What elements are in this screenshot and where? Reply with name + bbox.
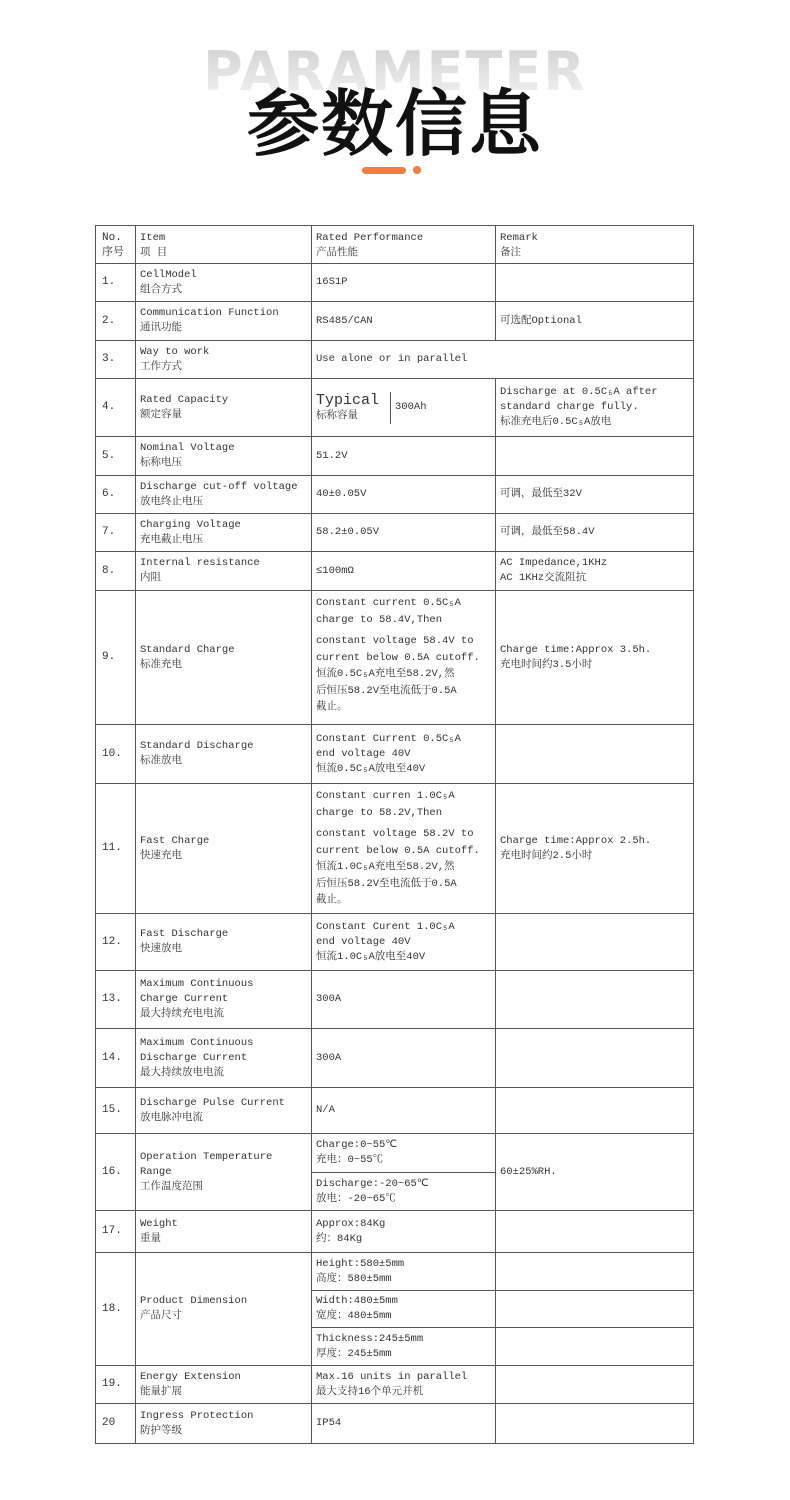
column-header: [312, 226, 496, 264]
row-number: 8.: [96, 552, 136, 591]
performance-line: 40±0.05V: [316, 488, 367, 500]
remark-line: AC Impedance,1KHz: [500, 557, 608, 569]
performance-line: constant voltage 58.4V to: [316, 635, 474, 647]
item-cell: [136, 591, 312, 725]
performance-cell: [312, 971, 496, 1029]
row-number: 18.: [96, 1253, 136, 1366]
row-number: 15.: [96, 1088, 136, 1134]
performance-cell: [312, 476, 496, 514]
remark-cell: [496, 1211, 694, 1253]
remark-line: 可选配Optional: [500, 314, 582, 327]
item-cell: [136, 1088, 312, 1134]
table-row: [96, 1029, 694, 1088]
item-label: Nominal Voltage: [140, 442, 235, 454]
row-number: 13.: [96, 971, 136, 1029]
performance-cell: [312, 1088, 496, 1134]
column-header: [496, 226, 694, 264]
performance-line: 截止。: [316, 894, 348, 906]
performance-line: Constant Current 0.5C₅A: [316, 732, 461, 745]
performance-cell: [312, 341, 694, 379]
item-label: 组合方式: [140, 283, 182, 296]
item-label: Discharge Pulse Current: [140, 1096, 285, 1109]
performance-cell: [312, 914, 496, 971]
item-cell: [136, 784, 312, 914]
remark-cell: [496, 591, 694, 725]
performance-line: 约：84Kg: [316, 1232, 363, 1245]
item-cell: [136, 1211, 312, 1253]
performance-line: 高度：580±5mm: [316, 1272, 392, 1285]
item-label: 防护等级: [140, 1424, 182, 1437]
performance-cell: [312, 552, 496, 591]
item-cell: [136, 1134, 312, 1211]
row-number: 4.: [96, 379, 136, 437]
column-header-label: Item: [140, 231, 166, 244]
remark-line: AC 1KHz交流阻抗: [500, 572, 587, 584]
table-row: [96, 914, 694, 971]
item-cell: [136, 264, 312, 302]
remark-line: 可调，最低至58.4V: [500, 526, 595, 538]
remark-line: Discharge at 0.5C₅A after: [500, 386, 658, 398]
item-label: 能量扩展: [140, 1385, 182, 1398]
typical-label: [312, 392, 391, 424]
row-number: 7.: [96, 514, 136, 552]
remark-cell: [496, 552, 694, 591]
remark-cell: [496, 725, 694, 784]
remark-line: 可调，最低至32V: [500, 488, 582, 500]
item-cell: [136, 302, 312, 341]
performance-cell: [312, 725, 496, 784]
page-title: 参数信息: [246, 82, 543, 166]
remark-line: 标准充电后0.5C₅A放电: [500, 416, 612, 428]
item-label: Charging Voltage: [140, 518, 241, 531]
row-number: 14.: [96, 1029, 136, 1088]
column-header-label: 产品性能: [316, 246, 358, 259]
table-row: [96, 971, 694, 1029]
remark-cell: [496, 1328, 694, 1366]
row-number: 10.: [96, 725, 136, 784]
table-row: [96, 437, 694, 476]
accent-bar: [362, 167, 406, 174]
remark-line: 充电时间约3.5小时: [500, 658, 593, 671]
table-row: [96, 1253, 694, 1291]
remark-cell: [496, 784, 694, 914]
performance-line: current below 0.5A cutoff.: [316, 651, 480, 664]
capacity-split: [312, 392, 495, 424]
item-label: Energy Extension: [140, 1370, 241, 1383]
item-cell: [136, 379, 312, 437]
item-label: 最大持续充电电流: [140, 1008, 224, 1020]
item-cell: [136, 476, 312, 514]
performance-line: N/A: [316, 1104, 335, 1116]
remark-cell: [496, 1404, 694, 1444]
column-header-label: No.: [102, 231, 122, 244]
performance-line: current below 0.5A cutoff.: [316, 844, 480, 857]
item-label: 内阻: [140, 572, 161, 584]
performance-line: IP54: [316, 1417, 342, 1429]
performance-line: 300A: [316, 1051, 342, 1064]
table-row: [96, 1366, 694, 1404]
row-number: 20: [96, 1404, 136, 1444]
section-header: [0, 0, 790, 200]
table-row: [96, 552, 694, 591]
table-row: [96, 1211, 694, 1253]
table-row: [96, 1134, 694, 1173]
performance-line: end voltage 40V: [316, 935, 411, 948]
performance-line: Thickness:245±5mm: [316, 1332, 424, 1345]
item-label: 标准充电: [140, 658, 182, 671]
item-label: 放电脉冲电流: [140, 1111, 203, 1124]
item-cell: [136, 514, 312, 552]
remark-cell: [496, 1134, 694, 1211]
performance-cell: [312, 302, 496, 341]
item-label: Weight: [140, 1217, 178, 1230]
performance-cell: [312, 1134, 496, 1173]
item-label: 产品尺寸: [140, 1310, 182, 1322]
background-word: PARAMETER: [0, 40, 790, 103]
performance-line: 恒流1.0C₅A放电至40V: [316, 950, 426, 963]
performance-line: Constant curren 1.0C₅A: [316, 790, 455, 802]
row-number: 2.: [96, 302, 136, 341]
item-label: CellModel: [140, 268, 197, 281]
table-row: [96, 1404, 694, 1444]
item-cell: [136, 341, 312, 379]
performance-cell: [312, 264, 496, 302]
performance-line: Use alone or in parallel: [316, 353, 468, 365]
performance-cell: [312, 1211, 496, 1253]
performance-cell: [312, 784, 496, 914]
item-label: Maximum Continuous: [140, 1036, 254, 1049]
table-row: [96, 514, 694, 552]
item-label: 通讯功能: [140, 322, 182, 334]
row-number: 16.: [96, 1134, 136, 1211]
item-label: Maximum Continuous: [140, 978, 254, 990]
item-cell: [136, 725, 312, 784]
remark-line: Charge time:Approx 3.5h.: [500, 643, 652, 656]
table-row: [96, 264, 694, 302]
item-cell: [136, 914, 312, 971]
performance-cell: [312, 1366, 496, 1404]
table-header-row: [96, 226, 694, 264]
item-label: 重量: [140, 1232, 161, 1245]
item-label: 快速充电: [140, 849, 182, 862]
item-cell: [136, 1366, 312, 1404]
remark-cell: [496, 1029, 694, 1088]
performance-cell: [312, 1404, 496, 1444]
performance-cell: [312, 1173, 496, 1211]
performance-line: 恒流0.5C₅A充电至58.2V,然: [316, 668, 455, 680]
performance-line: 后恒压58.2V至电流低于0.5A: [316, 877, 457, 890]
item-label: Standard Discharge: [140, 740, 254, 752]
performance-line: Width:480±5mm: [316, 1295, 398, 1307]
performance-line: Height:580±5mm: [316, 1257, 405, 1270]
item-label: Fast Discharge: [140, 928, 229, 940]
remark-cell: [496, 971, 694, 1029]
performance-line: Constant Curent 1.0C₅A: [316, 920, 455, 933]
performance-line: Max.16 units in parallel: [316, 1370, 468, 1383]
performance-line: 后恒压58.2V至电流低于0.5A: [316, 684, 457, 697]
item-cell: [136, 552, 312, 591]
performance-line: charge to 58.2V,Then: [316, 806, 443, 819]
remark-cell: [496, 264, 694, 302]
column-header: [136, 226, 312, 264]
remark-cell: [496, 379, 694, 437]
performance-line: Approx:84Kg: [316, 1217, 386, 1230]
item-label: Discharge cut-off voltage: [140, 480, 298, 493]
performance-line: constant voltage 58.2V to: [316, 828, 474, 840]
remark-line: Charge time:Approx 2.5h.: [500, 834, 652, 847]
performance-line: 充电：0~55℃: [316, 1154, 384, 1166]
item-label: Operation Temperature: [140, 1150, 273, 1163]
item-label: Rated Capacity: [140, 393, 229, 406]
column-header: [96, 226, 136, 264]
remark-line: 60±25%RH.: [500, 1165, 557, 1178]
table-row: [96, 341, 694, 379]
item-label: Standard Charge: [140, 643, 235, 656]
item-cell: [136, 437, 312, 476]
table-row: [96, 725, 694, 784]
performance-line: RS485/CAN: [316, 314, 373, 327]
table-row: [96, 379, 694, 437]
remark-cell: [496, 514, 694, 552]
item-cell: [136, 971, 312, 1029]
performance-line: 16S1P: [316, 276, 348, 288]
table-row: [96, 476, 694, 514]
performance-cell: [312, 1328, 496, 1366]
row-number: 5.: [96, 437, 136, 476]
typical-label-line: 标称容量: [316, 409, 358, 422]
item-label: Discharge Current: [140, 1051, 248, 1064]
column-header-label: Remark: [500, 231, 538, 244]
performance-line: 300A: [316, 993, 342, 1005]
item-cell: [136, 1029, 312, 1088]
remark-cell: [496, 1366, 694, 1404]
performance-cell: [312, 1029, 496, 1088]
performance-line: 恒流1.0C₅A充电至58.2V,然: [316, 861, 455, 873]
performance-line: charge to 58.4V,Then: [316, 613, 443, 626]
item-label: Product Dimension: [140, 1295, 248, 1307]
performance-line: 截止。: [316, 701, 348, 713]
performance-line: 最大支持16个单元并机: [316, 1385, 424, 1398]
performance-line: Constant current 0.5C₅A: [316, 597, 461, 609]
performance-line: ≤100mΩ: [316, 564, 354, 577]
row-number: 6.: [96, 476, 136, 514]
item-label: 快速放电: [140, 943, 182, 955]
column-header-label: 项 目: [140, 246, 168, 259]
row-number: 11.: [96, 784, 136, 914]
item-label: 放电终止电压: [140, 495, 203, 508]
item-label: 额定容量: [140, 408, 182, 421]
table-row: [96, 302, 694, 341]
performance-line: Charge:0~55℃: [316, 1139, 398, 1151]
remark-cell: [496, 437, 694, 476]
accent-dot: [413, 166, 421, 174]
remark-cell: [496, 302, 694, 341]
row-number: 12.: [96, 914, 136, 971]
table-row: [96, 784, 694, 914]
performance-line: 51.2V: [316, 449, 348, 462]
column-header-label: 备注: [500, 246, 521, 259]
performance-line: Discharge:-20~65℃: [316, 1177, 429, 1190]
item-label: 最大持续放电电流: [140, 1066, 224, 1079]
table-row: [96, 591, 694, 725]
row-number: 9.: [96, 591, 136, 725]
item-label: Fast Charge: [140, 834, 210, 847]
performance-line: 厚度：245±5mm: [316, 1347, 392, 1360]
item-label: 工作温度范围: [140, 1180, 203, 1193]
row-number: 1.: [96, 264, 136, 302]
item-cell: [136, 1404, 312, 1444]
capacity-value: [391, 392, 496, 424]
item-label: Charge Current: [140, 993, 229, 1005]
performance-cell: [312, 437, 496, 476]
remark-line: standard charge fully.: [500, 401, 639, 413]
row-number: 17.: [96, 1211, 136, 1253]
performance-line: end voltage 40V: [316, 747, 411, 760]
remark-line: 充电时间约2.5小时: [500, 849, 593, 862]
performance-line: 宽度：480±5mm: [316, 1310, 392, 1322]
item-label: Internal resistance: [140, 557, 260, 569]
remark-cell: [496, 1291, 694, 1328]
item-label: 充电截止电压: [140, 533, 203, 546]
table-row: [96, 1088, 694, 1134]
remark-cell: [496, 1088, 694, 1134]
item-label: Range: [140, 1165, 172, 1178]
row-number: 19.: [96, 1366, 136, 1404]
remark-cell: [496, 914, 694, 971]
capacity-value-line: 300Ah: [395, 401, 427, 413]
item-label: Ingress Protection: [140, 1409, 254, 1422]
remark-cell: [496, 1253, 694, 1291]
item-label: Communication Function: [140, 307, 279, 319]
item-label: 标准放电: [140, 755, 182, 767]
typical-label-line: Typical: [316, 391, 380, 409]
performance-cell: [312, 1253, 496, 1291]
remark-cell: [496, 476, 694, 514]
item-label: Way to work: [140, 345, 210, 358]
row-number: 3.: [96, 341, 136, 379]
item-label: 标称电压: [140, 457, 182, 469]
item-label: 工作方式: [140, 360, 182, 373]
performance-cell: [312, 1291, 496, 1328]
column-header-label: 序号: [102, 246, 124, 259]
column-header-label: Rated Performance: [316, 231, 424, 244]
performance-line: 58.2±0.05V: [316, 526, 380, 538]
item-cell: [136, 1253, 312, 1366]
performance-line: 放电：-20~65℃: [316, 1192, 396, 1205]
performance-cell: [312, 591, 496, 725]
performance-cell: [312, 379, 496, 437]
performance-line: 恒流0.5C₅A放电至40V: [316, 762, 426, 775]
performance-cell: [312, 514, 496, 552]
parameter-table: [95, 225, 694, 1444]
